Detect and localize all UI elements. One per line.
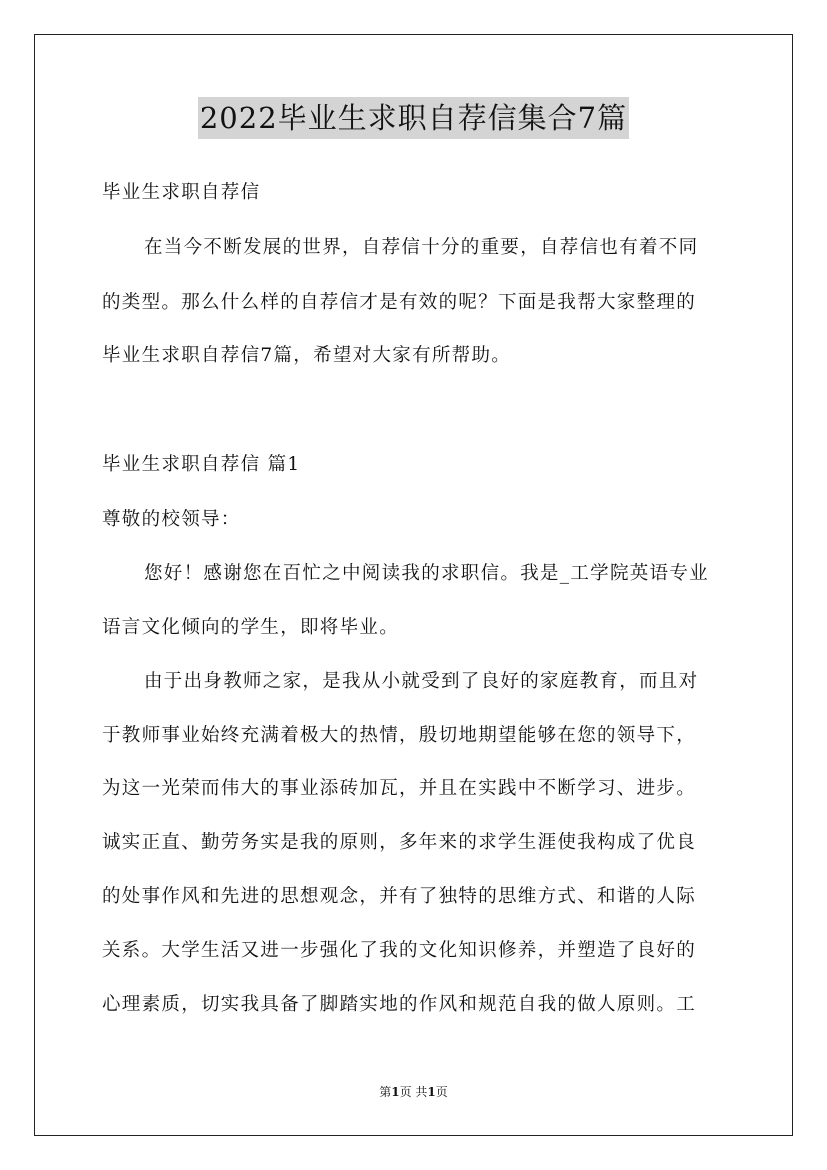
- paragraph-line: 的处事作风和先进的思想观念，并有了独特的思维方式、和谐的人际: [102, 886, 697, 907]
- paragraph-line: 关系。大学生活又进一步强化了我的文化知识修养，并塑造了良好的: [102, 940, 697, 961]
- title-container: [0, 97, 827, 139]
- footer-middle: 页 共: [399, 1085, 428, 1099]
- footer-suffix: 页: [435, 1085, 448, 1099]
- paragraph-line: 心理素质，切实我具备了脚踏实地的作风和规范自我的做人原则。工: [102, 994, 697, 1015]
- paragraph-line: 毕业生求职自荐信7篇，希望对大家有所帮助。: [102, 345, 512, 366]
- paragraph-line: 您好！感谢您在百忙之中阅读我的求职信。我是_工学院英语专业: [144, 563, 709, 584]
- page-footer: [0, 1084, 827, 1100]
- total-page-count: 1: [427, 1085, 436, 1099]
- paragraph-line: 语言文化倾向的学生，即将毕业。: [102, 617, 400, 638]
- document-title: 2022毕业生求职自荐信集合7篇: [198, 97, 629, 139]
- section-heading: 毕业生求职自荐信: [102, 182, 261, 203]
- paragraph-line: 于教师事业始终充满着极大的热情，殷切地期望能够在您的领导下，: [102, 725, 697, 746]
- paragraph-line: 在当今不断发展的世界，自荐信十分的重要，自荐信也有着不同: [144, 237, 699, 258]
- footer-prefix: 第: [379, 1085, 392, 1099]
- paragraph-line: 由于出身教师之家，是我从小就受到了良好的家庭教育，而且对: [144, 671, 699, 692]
- section-heading: 毕业生求职自荐信 篇1: [102, 454, 301, 475]
- paragraph-line: 的类型。那么什么样的自荐信才是有效的呢？下面是我帮大家整理的: [102, 292, 697, 313]
- salutation: 尊敬的校领导：: [102, 509, 241, 530]
- paragraph-line: 为这一光荣而伟大的事业添砖加瓦，并且在实践中不断学习、进步。: [102, 778, 697, 799]
- current-page-number: 1: [391, 1085, 400, 1099]
- paragraph-line: 诚实正直、勤劳务实是我的原则，多年来的求学生涯使我构成了优良: [102, 832, 697, 853]
